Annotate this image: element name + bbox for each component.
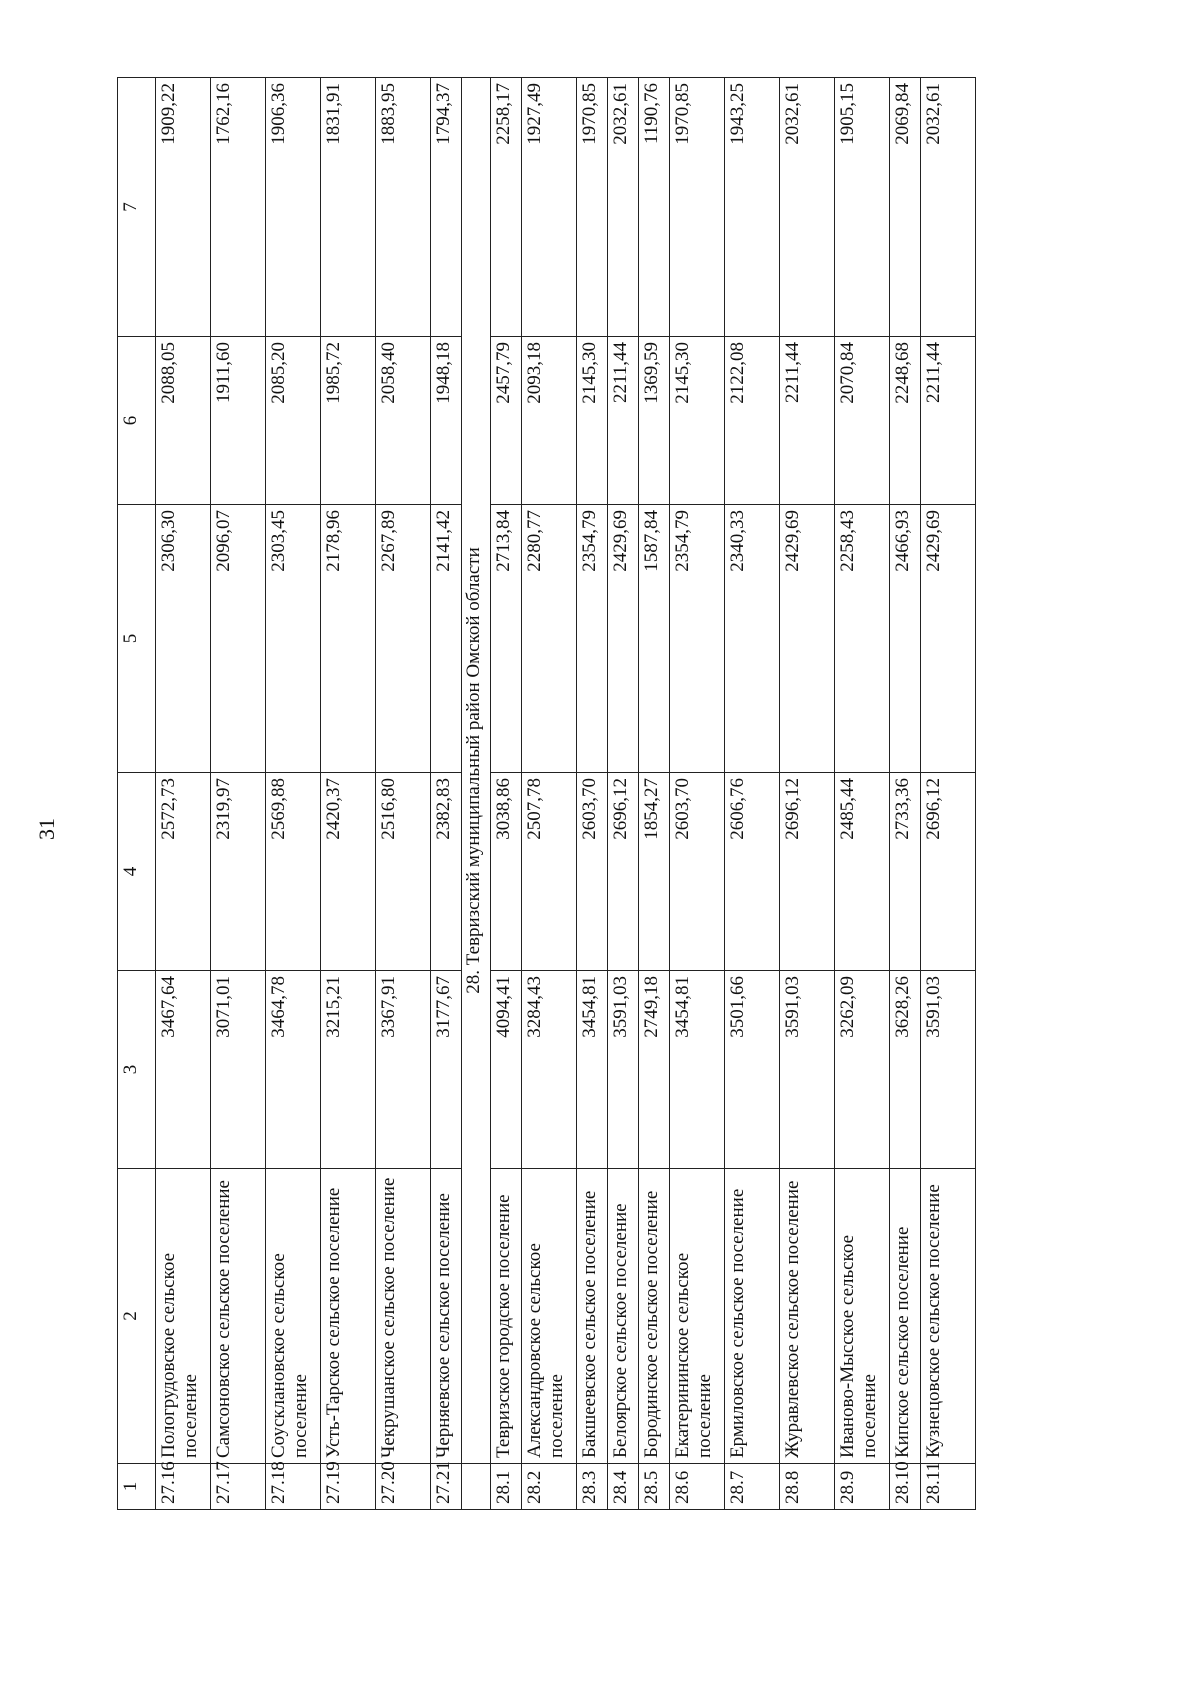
- row-name: Иваново-Мысское сельское поселение: [835, 1169, 890, 1464]
- value-col5: 2354,79: [670, 505, 725, 773]
- value-col7: 1794,37: [431, 78, 462, 337]
- value-col4: 2382,83: [431, 773, 462, 971]
- value-col7: 1883,95: [376, 78, 431, 337]
- value-col5: 2096,07: [211, 505, 266, 773]
- header-row: [118, 78, 156, 1510]
- table-row: [670, 78, 725, 1510]
- table-row: [491, 78, 522, 1510]
- value-col3: 3454,81: [577, 971, 608, 1169]
- value-col4: 2485,44: [835, 773, 890, 971]
- row-code: 28.7: [725, 1464, 780, 1510]
- value-col7: 1970,85: [577, 78, 608, 337]
- column-header: 5: [118, 505, 156, 773]
- value-col6: 2088,05: [156, 337, 211, 505]
- table-row: [608, 78, 639, 1510]
- value-col7: 1762,16: [211, 78, 266, 337]
- value-col7: 1927,49: [522, 78, 577, 337]
- table-row: [780, 78, 835, 1510]
- row-code: 27.19: [321, 1464, 376, 1510]
- value-col7: 2258,17: [491, 78, 522, 337]
- table-row: [725, 78, 780, 1510]
- value-col4: 2733,36: [890, 773, 921, 971]
- value-col6: 2085,20: [266, 337, 321, 505]
- value-col3: 3464,78: [266, 971, 321, 1169]
- row-code: 28.11: [921, 1464, 976, 1510]
- table-row: [522, 78, 577, 1510]
- value-col3: 3501,66: [725, 971, 780, 1169]
- value-col4: 1854,27: [639, 773, 670, 971]
- table-row: [835, 78, 890, 1510]
- table-row: [639, 78, 670, 1510]
- value-col3: 4094,41: [491, 971, 522, 1169]
- section-spacer: [462, 1464, 491, 1510]
- value-col4: 2696,12: [608, 773, 639, 971]
- row-name: Ермиловское сельское поселение: [725, 1169, 780, 1464]
- value-col6: 2211,44: [780, 337, 835, 505]
- value-col3: 3367,91: [376, 971, 431, 1169]
- value-col3: 3284,43: [522, 971, 577, 1169]
- row-code: 27.20: [376, 1464, 431, 1510]
- value-col3: 3262,09: [835, 971, 890, 1169]
- row-code: 27.18: [266, 1464, 321, 1510]
- row-name: Соусклановское сельское поселение: [266, 1169, 321, 1464]
- tariff-table: [117, 77, 976, 1510]
- value-col7: 1906,36: [266, 78, 321, 337]
- value-col6: 2211,44: [608, 337, 639, 505]
- value-col6: 1911,60: [211, 337, 266, 505]
- column-header: 2: [118, 1169, 156, 1464]
- row-code: 27.21: [431, 1464, 462, 1510]
- row-name: Тевризское городское поселение: [491, 1169, 522, 1464]
- value-col5: 2340,33: [725, 505, 780, 773]
- value-col6: 1985,72: [321, 337, 376, 505]
- value-col4: 2569,88: [266, 773, 321, 971]
- value-col3: 3215,21: [321, 971, 376, 1169]
- value-col4: 2420,37: [321, 773, 376, 971]
- row-name: Усть-Тарское сельское поселение: [321, 1169, 376, 1464]
- row-code: 28.8: [780, 1464, 835, 1510]
- table-row: [890, 78, 921, 1510]
- value-col7: 1909,22: [156, 78, 211, 337]
- value-col4: 2696,12: [780, 773, 835, 971]
- value-col3: 2749,18: [639, 971, 670, 1169]
- value-col7: 1970,85: [670, 78, 725, 337]
- table-row: [921, 78, 976, 1510]
- value-col4: 2696,12: [921, 773, 976, 971]
- value-col4: 3038,86: [491, 773, 522, 971]
- value-col5: 2280,77: [522, 505, 577, 773]
- value-col3: 3591,03: [780, 971, 835, 1169]
- value-col4: 2507,78: [522, 773, 577, 971]
- value-col4: 2603,70: [577, 773, 608, 971]
- value-col7: 2069,84: [890, 78, 921, 337]
- value-col5: 2258,43: [835, 505, 890, 773]
- value-col4: 2572,73: [156, 773, 211, 971]
- row-name: Черняевское сельское поселение: [431, 1169, 462, 1464]
- row-name: Александровское сельское поселение: [522, 1169, 577, 1464]
- column-header: 3: [118, 971, 156, 1169]
- row-code: 28.6: [670, 1464, 725, 1510]
- column-header: 4: [118, 773, 156, 971]
- value-col5: 2713,84: [491, 505, 522, 773]
- row-code: 27.17: [211, 1464, 266, 1510]
- value-col3: 3071,01: [211, 971, 266, 1169]
- value-col5: 2303,45: [266, 505, 321, 773]
- value-col5: 2267,89: [376, 505, 431, 773]
- row-name: Белоярское сельское поселение: [608, 1169, 639, 1464]
- value-col6: 2093,18: [522, 337, 577, 505]
- table-row: [156, 78, 211, 1510]
- value-col5: 2429,69: [780, 505, 835, 773]
- value-col5: 1587,84: [639, 505, 670, 773]
- value-col5: 2466,93: [890, 505, 921, 773]
- value-col3: 3628,26: [890, 971, 921, 1169]
- row-name: Пологрудовское сельское поселение: [156, 1169, 211, 1464]
- value-col3: 3467,64: [156, 971, 211, 1169]
- value-col7: 1190,76: [639, 78, 670, 337]
- value-col7: 1831,91: [321, 78, 376, 337]
- value-col6: 2211,44: [921, 337, 976, 505]
- value-col6: 2248,68: [890, 337, 921, 505]
- value-col7: 2032,61: [608, 78, 639, 337]
- table-row: [266, 78, 321, 1510]
- table-row: [431, 78, 462, 1510]
- table-row: [577, 78, 608, 1510]
- row-code: 28.2: [522, 1464, 577, 1510]
- row-name: Самсоновское сельское поселение: [211, 1169, 266, 1464]
- row-code: 28.4: [608, 1464, 639, 1510]
- value-col4: 2319,97: [211, 773, 266, 971]
- value-col6: 2122,08: [725, 337, 780, 505]
- table-container: [117, 78, 1080, 1510]
- row-name: Екатерининское сельское поселение: [670, 1169, 725, 1464]
- value-col7: 2032,61: [780, 78, 835, 337]
- row-name: Чекрушанское сельское поселение: [376, 1169, 431, 1464]
- row-code: 28.3: [577, 1464, 608, 1510]
- value-col7: 2032,61: [921, 78, 976, 337]
- value-col5: 2429,69: [608, 505, 639, 773]
- value-col3: 3591,03: [921, 971, 976, 1169]
- table-row: [321, 78, 376, 1510]
- row-name: Журавлевское сельское поселение: [780, 1169, 835, 1464]
- row-code: 28.1: [491, 1464, 522, 1510]
- table-row: [211, 78, 266, 1510]
- row-code: 28.10: [890, 1464, 921, 1510]
- value-col6: 2058,40: [376, 337, 431, 505]
- row-code: 28.5: [639, 1464, 670, 1510]
- value-col5: 2178,96: [321, 505, 376, 773]
- value-col5: 2354,79: [577, 505, 608, 773]
- section-row: [462, 78, 491, 1510]
- value-col7: 1943,25: [725, 78, 780, 337]
- column-header: 7: [118, 78, 156, 337]
- value-col3: 3454,81: [670, 971, 725, 1169]
- row-name: Бородинское сельское поселение: [639, 1169, 670, 1464]
- value-col5: 2141,42: [431, 505, 462, 773]
- row-name: Кузнецовское сельское поселение: [921, 1169, 976, 1464]
- value-col4: 2516,80: [376, 773, 431, 971]
- section-title: 28. Тевризский муниципальный район Омской области: [462, 78, 491, 1464]
- value-col6: 1948,18: [431, 337, 462, 505]
- value-col6: 2457,79: [491, 337, 522, 505]
- value-col6: 2145,30: [670, 337, 725, 505]
- value-col6: 2145,30: [577, 337, 608, 505]
- value-col3: 3177,67: [431, 971, 462, 1169]
- value-col6: 2070,84: [835, 337, 890, 505]
- page-number: 31: [34, 818, 59, 840]
- row-code: 27.16: [156, 1464, 211, 1510]
- column-header: 6: [118, 337, 156, 505]
- row-name: Бакшеевское сельское поселение: [577, 1169, 608, 1464]
- table-row: [376, 78, 431, 1510]
- value-col3: 3591,03: [608, 971, 639, 1169]
- value-col7: 1905,15: [835, 78, 890, 337]
- row-name: Кипское сельское поселение: [890, 1169, 921, 1464]
- value-col4: 2603,70: [670, 773, 725, 971]
- column-header: 1: [118, 1464, 156, 1510]
- row-code: 28.9: [835, 1464, 890, 1510]
- value-col6: 1369,59: [639, 337, 670, 505]
- value-col5: 2429,69: [921, 505, 976, 773]
- value-col4: 2606,76: [725, 773, 780, 971]
- value-col5: 2306,30: [156, 505, 211, 773]
